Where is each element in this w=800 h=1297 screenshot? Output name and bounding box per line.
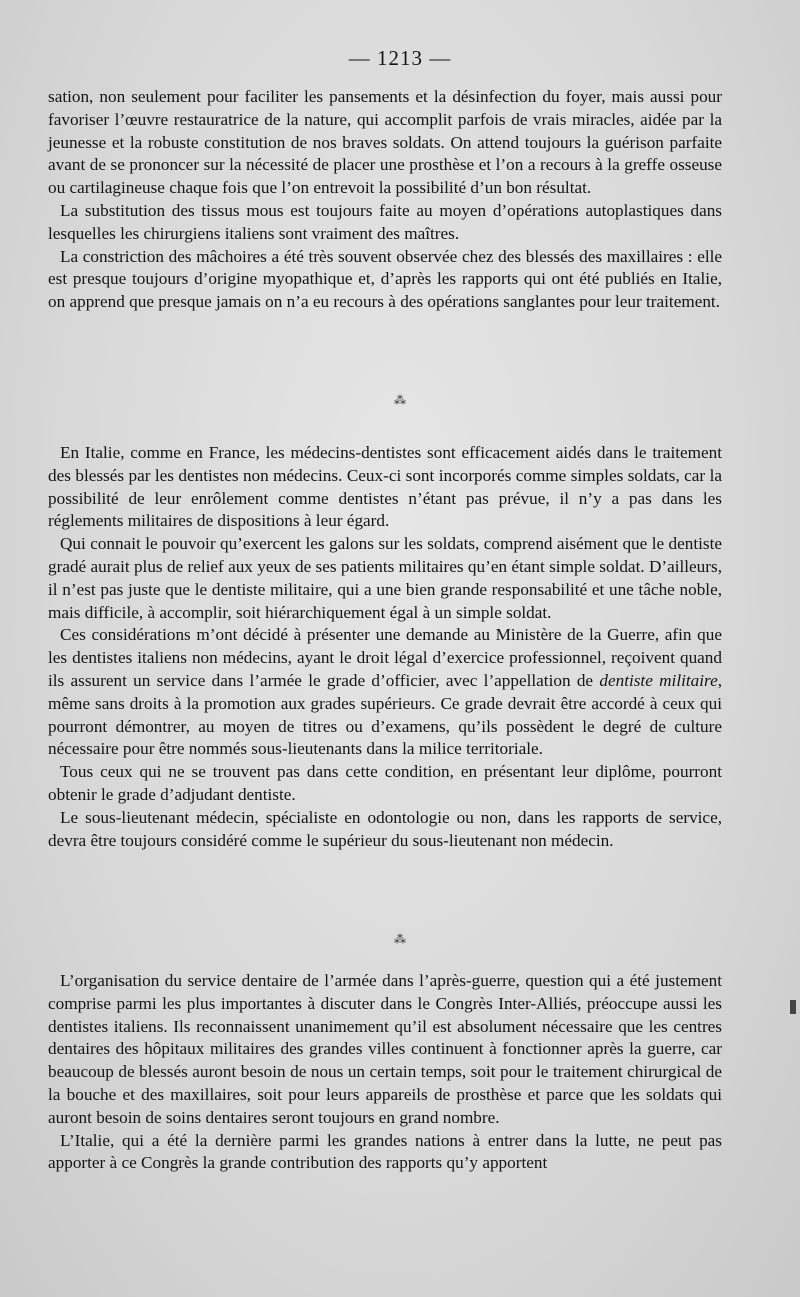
italic-term: dentiste militaire	[599, 670, 718, 690]
section-3	[48, 970, 722, 1175]
section-separator: ⁂	[394, 932, 406, 946]
paragraph: sation, non seulement pour faciliter les pansements et la désinfection du foyer, mais aussi pour favoriser l’œuvre restauratrice de la nature, qui accomplit parfois de vrais miracles, aidée par la jeunesse et la robuste constitution de nos braves soldats. On attend toujours la guérison parfaite avant de se prononcer sur la nécessité de placer une prosthèse et l’on a recours à la greffe osseuse ou cartilagineuse chaque fois que l’on entrevoit la possibilité d’un bon résultat.	[48, 87, 722, 198]
section-1	[48, 86, 722, 314]
paragraph: En Italie, comme en France, les médecins-dentistes sont efficacement aidés dans le traitement des blessés par les dentistes non médecins. Ceux-ci sont incorporés comme simples soldats, car la possibilité de leur enrôlement comme dentistes n’étant pas prévue, il n’y a pas dans les réglements militaires de dispositions à leur égard.	[48, 443, 722, 531]
paragraph: Qui connait le pouvoir qu’exercent les galons sur les soldats, comprend aisément que le dentiste gradé aurait plus de relief aux yeux de ses patients militaires qu’en étant simple soldat. D’ailleurs, il n’est pas juste que le dentiste militaire, qui a une bien grande responsabilité et une tâche noble, mais difficile, à accomplir, soit hiérarchiquement égal à un simple soldat.	[48, 534, 722, 622]
section-2	[48, 442, 722, 852]
paragraph: Le sous-lieutenant médecin, spécialiste en odontologie ou non, dans les rapports de service, devra être toujours considéré comme le supérieur du sous-lieutenant non médecin.	[48, 807, 722, 850]
paragraph: La constriction des mâchoires a été très souvent observée chez des blessés des maxillaires : elle est presque toujours d’origine myopathique et, d’après les rapports qui ont été publiés en Italie, on apprend que presque jamais on n’a eu recours à des opérations sanglantes pour leur traitement.	[48, 246, 722, 312]
scan-edge-mark	[790, 1000, 796, 1014]
paragraph	[48, 624, 722, 761]
paragraph: La substitution des tissus mous est toujours faite au moyen d’opérations autoplastiques dans lesquelles les chirurgiens italiens sont vraiment des maîtres.	[48, 200, 722, 243]
page-number: — 1213 —	[348, 46, 452, 70]
paragraph-text: Ces considérations m’ont décidé à présenter une demande au Ministère de la Guerre, afin que les dentistes italiens non médecins, ayant le droit légal d’exercice professionnel, reçoivent quand ils assurent un service dans l’armée le grade d’officier, avec l’appellation de	[48, 625, 722, 690]
paragraph: Tous ceux qui ne se trouvent pas dans cette condition, en présentant leur diplôme, pourront obtenir le grade d’adjudant dentiste.	[48, 762, 722, 804]
paragraph: L’organisation du service dentaire de l’armée dans l’après-guerre, question qui a été justement comprise parmi les plus importantes à discuter dans le Congrès Inter-Alliés, préoccupe aussi les dentistes italiens. Ils reconnaissent unanimement qu’il est absolument nécessaire que les centres dentaires des hôpitaux militaires des grandes villes continuent à fonctionner après la guerre, car beaucoup de blessés auront besoin de nous un certain temps, soit pour le traitement chirurgical de la bouche et des maxillaires, soit pour leurs appareils de prosthèse et parce que les soldats qui auront besoin de soins dentaires seront toujours en grand nombre.	[48, 971, 722, 1127]
paragraph: L’Italie, qui a été la dernière parmi les grandes nations à entrer dans la lutte, ne peut pas apporter à ce Congrès la grande contribution des rapports qu’y apportent	[48, 1130, 722, 1173]
section-separator: ⁂	[394, 393, 406, 407]
paragraph-text: , même sans droits à la promotion aux grades supérieurs. Ce grade devrait être accordé à ceux qui pourront démontrer, au moyen de titres ou d’examens, qu’ils possèdent le degré de culture nécessaire pour être nommés sous-lieutenants dans la milice territoriale.	[48, 670, 722, 759]
